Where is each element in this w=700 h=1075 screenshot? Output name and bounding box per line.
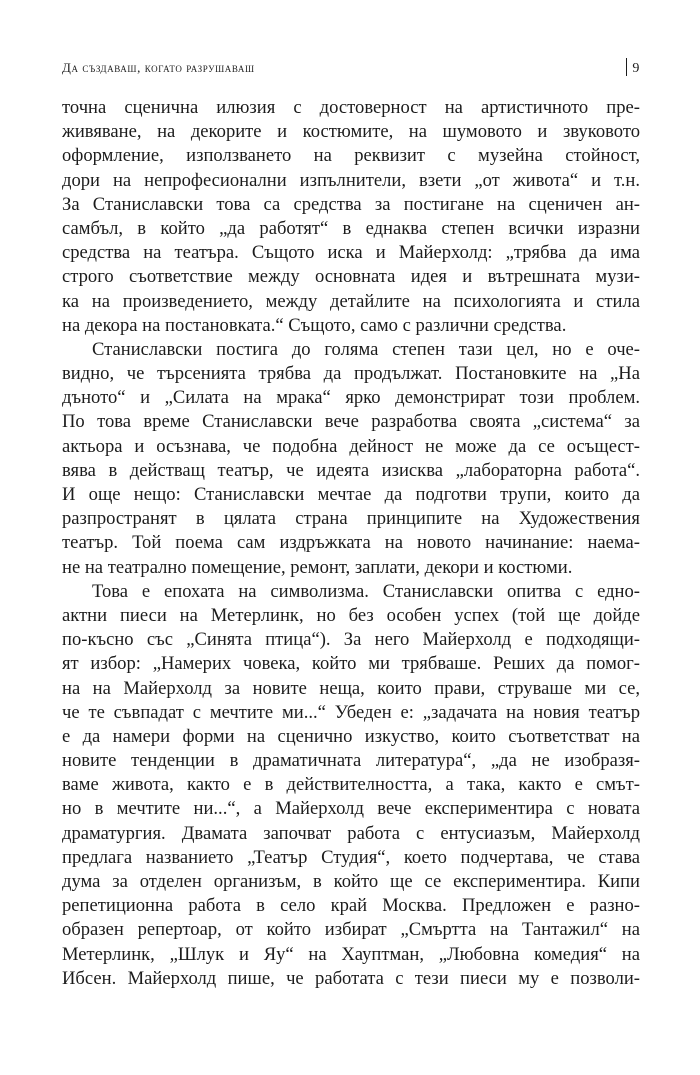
text-line: самбъл, в който „да работят“ в еднаква степен всички изразни	[62, 217, 640, 239]
text-line: По това време Станиславски вече разработва своята „система“ за	[62, 411, 640, 433]
text-line: Ибсен. Майерхолд пише, че работата с тези пиеси му е позволи-	[62, 967, 640, 989]
text-line: средства на театъра. Същото иска и Майерхолд: „трябва да има	[62, 242, 640, 264]
text-line: оформление, използването на реквизит с музейна стойност,	[62, 145, 640, 167]
text-line: репетиционна работа в село край Москва. Предложен е разно-	[62, 895, 640, 917]
text-line: новите тенденции в драматичната литература“, „да не изобразя-	[62, 750, 640, 772]
text-line: на декора на постановката.“ Същото, само с различни средства.	[62, 314, 567, 336]
text-line: ка на произведението, между детайлите на психологията и стила	[62, 290, 640, 312]
text-line: е да намери форми на сценично изкуство, които съответстват на	[62, 725, 640, 747]
text-line: За Станиславски това са средства за постигане на сценичен ан-	[62, 193, 640, 215]
page-number: 9	[632, 61, 640, 76]
text-line: драматургия. Двамата започват работа с ентусиазъм, Майерхолд	[62, 822, 640, 844]
text-line: дори на непрофесионални изпълнители, взети „от живота“ и т.н.	[62, 169, 640, 191]
text-line: на на Майерхолд за новите неща, които прави, струваше ми се,	[62, 677, 640, 699]
text-line: по-късно със „Синята птица“). За него Майерхолд е подходящи-	[62, 629, 640, 651]
text-line: вява в действащ театър, че идеята изисква „лабораторна работа“.	[62, 459, 640, 481]
text-line: дума за отделен организъм, в който ще се експериментира. Кипи	[62, 871, 640, 892]
text-line: театър. Той поема сам издръжката на новото начинание: наема-	[62, 532, 640, 554]
text-line: видно, че търсенията трябва да продължат. Постановките на „На	[62, 363, 640, 385]
paragraph	[62, 96, 640, 338]
text-line: Това е епохата на символизма. Станиславски опитва с едно-	[92, 580, 640, 602]
text-line: че те съвпадат с мечтите ми...“ Убеден е: „задачата на новия театър	[62, 701, 640, 723]
running-title: Да създаваш, когато разрушаваш	[62, 60, 255, 75]
paragraph	[62, 338, 640, 580]
text-line: Станиславски постига до голяма степен тази цел, но е оче-	[92, 338, 640, 360]
text-line: живяване, на декорите и костюмите, на шумовото и звуковото	[62, 121, 640, 143]
text-line: ят избор: „Намерих човека, който ми трябваше. Реших да помог-	[62, 653, 640, 675]
text-line: не на театрално помещение, ремонт, заплати, декори и костюми.	[62, 556, 573, 578]
text-line: И още нещо: Станиславски мечтае да подготви трупи, които да	[62, 484, 640, 505]
text-line: актни пиеси на Метерлинк, но без особен успех (той ще дойде	[62, 604, 640, 626]
text-line: ваме живота, както е в действителността, а така, както е смът-	[62, 774, 640, 796]
page-number-divider	[626, 58, 627, 76]
text-line: образен репертоар, от който избират „Смъртта на Тантажил“ на	[62, 919, 640, 941]
text-line: разпространят в цялата страна принципите на Художествения	[62, 508, 640, 530]
running-header	[62, 58, 640, 80]
page-number-block	[626, 58, 640, 77]
paragraph	[62, 580, 640, 991]
text-line: но в мечтите ни...“, а Майерхолд вече експериментира с новата	[62, 798, 640, 820]
text-line: предлага названието „Театър Студия“, което подчертава, че става	[62, 846, 640, 868]
text-line: точна сценична илюзия с достоверност на артистичното пре-	[62, 97, 640, 118]
body-text	[62, 96, 640, 991]
text-line: дъното“ и „Силата на мрака“ ярко демонстрират този проблем.	[62, 387, 640, 409]
text-line: актьора и осъзнава, че подобна дейност не може да се осъщест-	[62, 435, 640, 457]
text-line: строго съответствие между основната идея и вътрешната музи-	[62, 266, 640, 288]
text-line: Метерлинк, „Шлук и Яу“ на Хауптман, „Любовна комедия“ на	[62, 943, 640, 965]
